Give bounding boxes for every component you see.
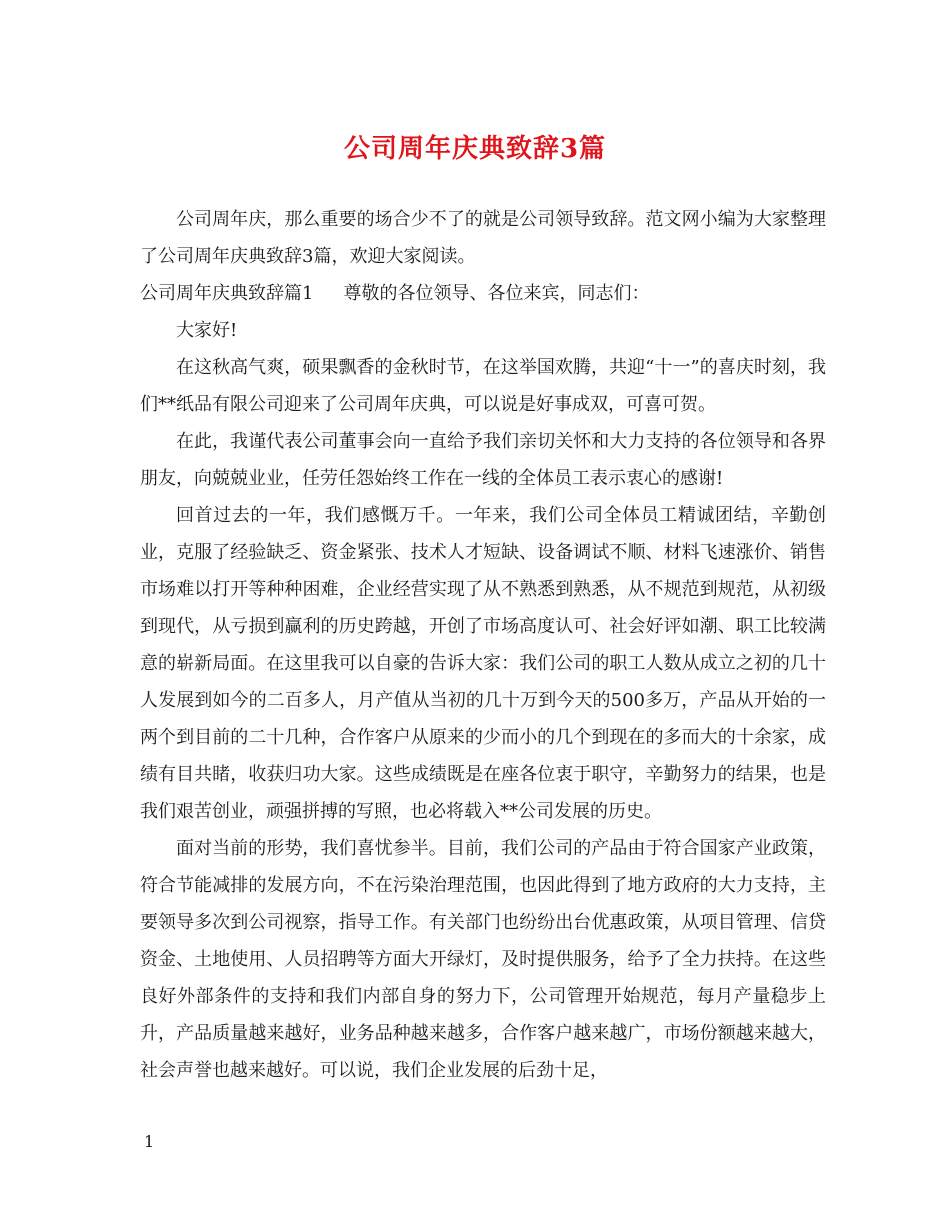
page-number: 1 xyxy=(144,1132,155,1151)
intro-paragraph: 公司周年庆，那么重要的场合少不了的就是公司领导致辞。范文网小编为大家整理了公司周年庆典致辞3篇，欢迎大家阅读。 xyxy=(140,209,826,267)
body-paragraph: 面对当前的形势，我们喜忧参半。目前，我们公司的产品由于符合国家产业政策，符合节能减排的发展方向，不在污染治理范围，也因此得到了地方政府的大力支持，主要领导多次到公司视察，指导工作。有关部门也纷纷出台优惠政策，从项目管理、信贷资金、土地使用、人员招聘等方面大开绿灯，及时提供服务，给予了全力扶持。在这些良好外部条件的支持和我们内部自身的努力下，公司管理开始规范，每月产量稳步上升，产品质量越来越好，业务品种越来越多，合作客户越来越广，市场份额越来越大，社会声誉也越来越好。可以说，我们企业发展的后劲十足， xyxy=(140,838,826,1081)
document-title: 公司周年庆典致辞3篇 xyxy=(343,134,607,164)
greeting-paragraph: 大家好! xyxy=(176,320,238,341)
body-paragraph: 回首过去的一年，我们感慨万千。一年来，我们公司全体员工精诚团结，辛勤创业，克服了经验缺乏、资金紧张、技术人才短缺、设备调试不顺、材料飞速涨价、销售市场难以打开等种种困难，企业经营实现了从不熟悉到熟悉，从不规范到规范，从初级到现代，从亏损到赢利的历史跨越，开创了市场高度认可、社会好评如潮、职工比较满意的崭新局面。在这里我可以自豪的告诉大家：我们公司的职工人数从成立之初的几十人发展到如今的二百多人，月产值从当初的几十万到今天的500多万，产品从开始的一两个到目前的二十几种，合作客户从原来的少而小的几个到现在的多而大的十余家，成绩有目共睹，收获归功大家。这些成绩既是在座各位衷于职守，辛勤努力的结果，也是我们艰苦创业，顽强拼搏的写照，也必将载入**公司发展的历史。 xyxy=(140,505,826,822)
body-paragraph: 在此，我谨代表公司董事会向一直给予我们亲切关怀和大力支持的各位领导和各界朋友，向兢兢业业，任劳任怨始终工作在一线的全体员工表示衷心的感谢! xyxy=(140,431,826,489)
salutation: 尊敬的各位领导、各位来宾，同志们： xyxy=(343,283,650,304)
body-paragraph: 在这秋高气爽，硕果飘香的金秋时节，在这举国欢腾，共迎“十一”的喜庆时刻，我们**纸品有限公司迎来了公司周年庆典，可以说是好事成双，可喜可贺。 xyxy=(140,357,826,415)
section-header-line xyxy=(140,275,826,312)
section-title: 公司周年庆典致辞篇1 xyxy=(140,283,314,304)
document-body xyxy=(140,201,826,1089)
